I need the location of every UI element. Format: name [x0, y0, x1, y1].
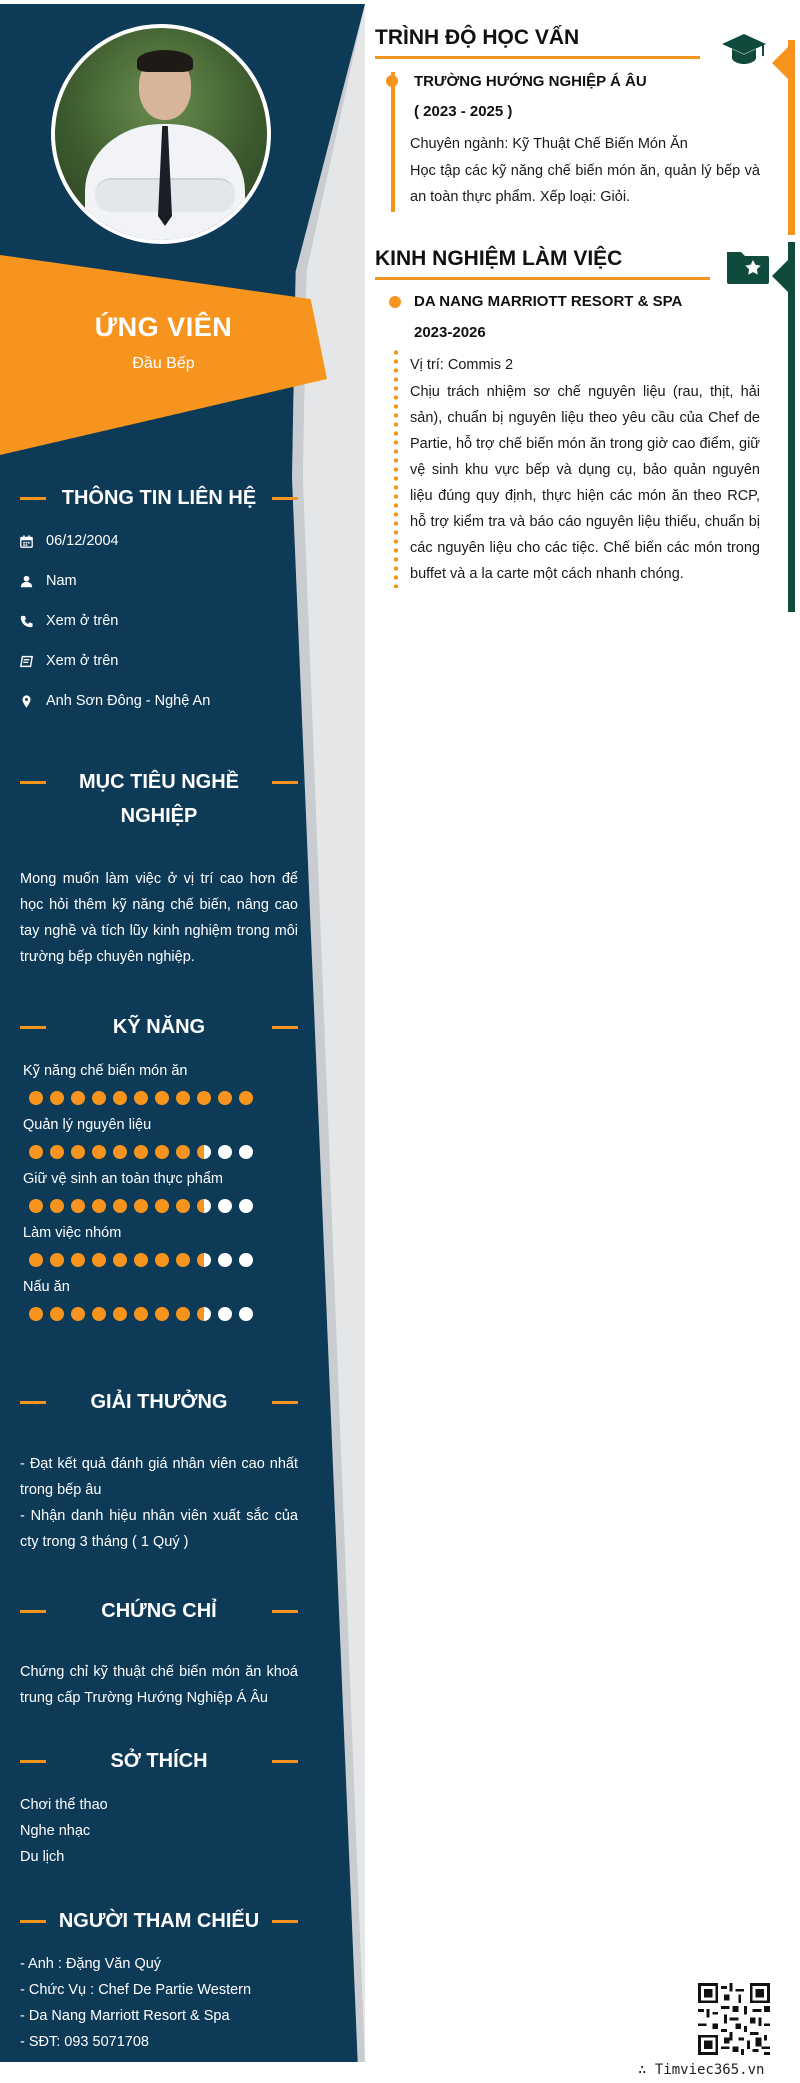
- contact-heading: THÔNG TIN LIÊN HỆ: [20, 481, 298, 515]
- skill-rating: [29, 1199, 253, 1213]
- skill-rating-dot: [239, 1199, 253, 1213]
- skill-rating-dot: [218, 1307, 232, 1321]
- skill-rating-dot: [92, 1253, 106, 1267]
- skill-rating-dot: [50, 1253, 64, 1267]
- skill-name: Giữ vệ sinh an toàn thực phẩm: [23, 1171, 223, 1187]
- reference-item: - Chức Vụ : Chef De Partie Western: [20, 1982, 252, 1998]
- contact-birthday: [20, 530, 119, 552]
- education-bullet: [386, 75, 398, 87]
- skill-rating-dot: [113, 1199, 127, 1213]
- skill-rating-dot: [218, 1199, 232, 1213]
- footer-brand: ∴ Timviec365.vn: [638, 2062, 765, 2078]
- contact-phone-text: Xem ở trên: [46, 613, 119, 629]
- skill-name: Làm việc nhóm: [23, 1225, 122, 1241]
- skill-rating-dot: [71, 1199, 85, 1213]
- skill-rating-dot: [218, 1145, 232, 1159]
- contact-gender-text: Nam: [46, 573, 77, 589]
- skill-name: Kỹ năng chế biến món ăn: [23, 1063, 188, 1079]
- experience-timeline: [394, 348, 398, 588]
- awards-text: - Đạt kết quả đánh giá nhân viên cao nhất trong bếp âu - Nhận danh hiệu nhân viên xuất sắc của cty trong 3 tháng ( 1 Quý ): [20, 1456, 298, 1550]
- skill-rating-dot: [176, 1307, 190, 1321]
- experience-bullet: [389, 296, 401, 308]
- skill-rating: [29, 1145, 253, 1159]
- skill-rating-dot: [29, 1307, 43, 1321]
- contact-address-text: Anh Sơn Đông - Nghệ An: [46, 693, 211, 709]
- objective-text: Mong muốn làm việc ở vị trí cao hơn để học hỏi thêm kỹ năng chế biến, nâng cao tay nghề và tích lũy kinh nghiệm trong môi trường bếp chuyên nghiệp.: [20, 871, 298, 965]
- certificates-heading: CHỨNG CHỈ: [20, 1594, 298, 1628]
- skill-rating-dot: [29, 1199, 43, 1213]
- skill-rating-dot: [239, 1307, 253, 1321]
- phone-icon: [20, 613, 46, 629]
- reference-item: - Anh : Đặng Văn Quý: [20, 1956, 162, 1972]
- reference-item: - SĐT: 093 5071708: [20, 2034, 149, 2050]
- skill-rating-dot: [155, 1145, 169, 1159]
- skill-rating-dot: [197, 1145, 211, 1159]
- skill-rating-dot: [134, 1199, 148, 1213]
- skill-rating-dot: [71, 1091, 85, 1105]
- skill-rating-dot: [92, 1091, 106, 1105]
- education-underline: [375, 56, 700, 59]
- experience-period: 2023-2026: [414, 324, 486, 341]
- contact-birthday-text: 06/12/2004: [46, 533, 119, 549]
- reference-item: - Da Nang Marriott Resort & Spa: [20, 2008, 230, 2024]
- contact-email: [20, 650, 118, 672]
- education-timeline: [391, 72, 395, 212]
- location-icon: [20, 693, 46, 709]
- objective-heading-line2: NGHIỆP: [120, 805, 198, 827]
- email-icon: [20, 653, 46, 669]
- experience-heading: KINH NGHIỆM LÀM VIỆC: [375, 247, 623, 270]
- experience-side-arrow: [772, 260, 788, 292]
- hobby-item: Nghe nhạc: [20, 1823, 91, 1839]
- education-heading: TRÌNH ĐỘ HỌC VẤN: [375, 26, 580, 49]
- skill-rating-dot: [92, 1199, 106, 1213]
- skill-rating-dot: [113, 1307, 127, 1321]
- skill-rating-dot: [176, 1199, 190, 1213]
- skill-rating-dot: [239, 1145, 253, 1159]
- skill-name: Quản lý nguyên liệu: [23, 1117, 152, 1133]
- avatar: [51, 24, 271, 244]
- skill-rating-dot: [155, 1307, 169, 1321]
- skill-rating: [29, 1091, 253, 1105]
- skill-rating-dot: [197, 1307, 211, 1321]
- education-period: ( 2023 - 2025 ): [414, 103, 513, 120]
- objective-heading: [20, 765, 298, 833]
- skill-rating-dot: [239, 1253, 253, 1267]
- experience-side-bar: [788, 242, 795, 612]
- skill-rating-dot: [155, 1091, 169, 1105]
- references-heading: NGƯỜI THAM CHIẾU: [20, 1904, 298, 1938]
- skill-rating-dot: [92, 1307, 106, 1321]
- education-side-bar: [788, 40, 795, 235]
- skill-rating-dot: [50, 1199, 64, 1213]
- skill-rating-dot: [134, 1253, 148, 1267]
- skill-rating-dot: [50, 1307, 64, 1321]
- contact-address: [20, 690, 210, 712]
- skill-rating-dot: [29, 1145, 43, 1159]
- experience-position: Vị trí: Commis 2: [410, 357, 514, 373]
- contact-phone: [20, 610, 118, 632]
- folder-star-icon: [724, 246, 772, 286]
- experience-underline: [375, 277, 710, 280]
- skill-rating-dot: [155, 1199, 169, 1213]
- skill-name: Nấu ăn: [23, 1279, 70, 1295]
- qr-code: [698, 1983, 770, 2055]
- skill-rating-dot: [29, 1253, 43, 1267]
- skills-heading: KỸ NĂNG: [20, 1010, 298, 1044]
- skill-rating: [29, 1307, 253, 1321]
- skill-rating-dot: [113, 1145, 127, 1159]
- skill-rating-dot: [50, 1091, 64, 1105]
- skill-rating-dot: [29, 1091, 43, 1105]
- skill-rating-dot: [218, 1253, 232, 1267]
- skill-rating-dot: [176, 1091, 190, 1105]
- education-side-arrow: [772, 47, 788, 79]
- skill-rating-dot: [50, 1145, 64, 1159]
- skill-rating: [29, 1253, 253, 1267]
- certificates-text: Chứng chỉ kỹ thuật chế biến món ăn khoá trung cấp Trường Hướng Nghiệp Á Âu: [20, 1664, 298, 1706]
- skill-rating-dot: [218, 1091, 232, 1105]
- skill-rating-dot: [113, 1091, 127, 1105]
- skill-rating-dot: [134, 1145, 148, 1159]
- experience-company: DA NANG MARRIOTT RESORT & SPA: [414, 293, 683, 310]
- contact-email-text: Xem ở trên: [46, 653, 119, 669]
- skill-rating-dot: [113, 1253, 127, 1267]
- hobby-item: Chơi thể thao: [20, 1797, 108, 1813]
- skill-rating-dot: [155, 1253, 169, 1267]
- education-major: Chuyên ngành: Kỹ Thuật Chế Biến Món Ăn: [410, 136, 688, 152]
- candidate-name: ỨNG VIÊN: [94, 312, 233, 342]
- skill-rating-dot: [71, 1145, 85, 1159]
- hobbies-heading: SỞ THÍCH: [20, 1744, 298, 1778]
- graduation-cap-icon: [720, 28, 768, 68]
- education-description: Học tập các kỹ năng chế biến món ăn, quản lý bếp và an toàn thực phẩm. Xếp loại: Giỏi.: [410, 163, 760, 205]
- contact-gender: [20, 570, 77, 592]
- skill-rating-dot: [197, 1091, 211, 1105]
- skill-rating-dot: [71, 1307, 85, 1321]
- calendar-icon: [20, 533, 46, 549]
- awards-heading: GIẢI THƯỞNG: [20, 1385, 298, 1419]
- skill-rating-dot: [197, 1199, 211, 1213]
- skill-rating-dot: [134, 1091, 148, 1105]
- references-list: [20, 1951, 298, 2055]
- skill-rating-dot: [176, 1253, 190, 1267]
- education-school: TRƯỜNG HƯỚNG NGHIỆP Á ÂU: [414, 73, 647, 90]
- skill-rating-dot: [71, 1253, 85, 1267]
- skill-rating-dot: [134, 1307, 148, 1321]
- hobby-item: Du lịch: [20, 1849, 65, 1865]
- user-icon: [20, 573, 46, 589]
- experience-description: Chịu trách nhiệm sơ chế nguyên liệu (rau, thịt, hải sản), chuẩn bị nguyên liệu theo yêu cầu của Chef de Partie, hỗ trợ chế biến món ăn trong giờ cao điểm, giữ vệ sinh khu vực bếp và dụng cụ, bảo quản nguyên liệu đúng quy định, thực hiện các món ăn theo RCP, hỗ trợ kiểm tra và báo cáo nguyên liệu thiếu, chuẩn bị các nguyên liệu cho các tiệc. Chế biến các món trong buffet và a la carte một cách nhanh chóng.: [410, 384, 760, 582]
- hobbies-list: [20, 1792, 298, 1870]
- skill-rating-dot: [92, 1145, 106, 1159]
- skill-rating-dot: [197, 1253, 211, 1267]
- skill-rating-dot: [239, 1091, 253, 1105]
- skill-rating-dot: [176, 1145, 190, 1159]
- objective-heading-line1: MỤC TIÊU NGHỀ: [79, 771, 239, 793]
- candidate-role: Đầu Bếp: [132, 355, 195, 372]
